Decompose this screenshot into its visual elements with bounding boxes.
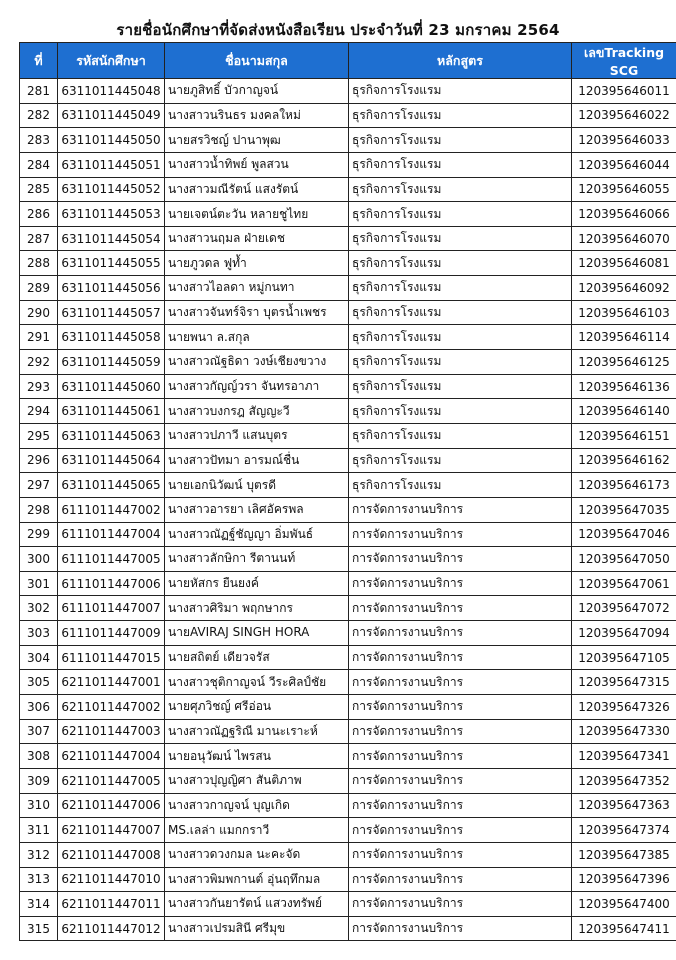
course: การจัดการงานบริการ	[349, 867, 572, 892]
row-number: 291	[20, 325, 58, 350]
tracking-number: 120395647411	[572, 916, 676, 941]
student-id: 6111011447007	[58, 596, 165, 621]
course: การจัดการงานบริการ	[349, 719, 572, 744]
student-id: 6311011445050	[58, 128, 165, 153]
tracking-number: 120395647326	[572, 695, 676, 720]
student-shipping-table	[19, 42, 676, 941]
tracking-number: 120395646011	[572, 79, 676, 104]
full-name: นางสาวมณีรัตน์ แสงรัตน์	[165, 177, 349, 202]
tracking-number: 120395646022	[572, 103, 676, 128]
student-id: 6211011447008	[58, 842, 165, 867]
full-name: นางสาวดวงกมล นะคะจัด	[165, 842, 349, 867]
course: ธุรกิจการโรงแรม	[349, 399, 572, 424]
student-id: 6311011445060	[58, 374, 165, 399]
student-id: 6111011447004	[58, 522, 165, 547]
tracking-number: 120395646136	[572, 374, 676, 399]
tracking-number: 120395646114	[572, 325, 676, 350]
full-name: นายภูวดล ฟูท้ำ	[165, 251, 349, 276]
student-id: 6211011447004	[58, 744, 165, 769]
course: ธุรกิจการโรงแรม	[349, 448, 572, 473]
row-number: 313	[20, 867, 58, 892]
course: การจัดการงานบริการ	[349, 818, 572, 843]
table-row	[20, 842, 676, 867]
student-id: 6311011445056	[58, 276, 165, 301]
student-id: 6311011445053	[58, 202, 165, 227]
student-id: 6311011445061	[58, 399, 165, 424]
student-id: 6311011445065	[58, 473, 165, 498]
header-full-name: ชื่อนามสกุล	[165, 43, 349, 79]
tracking-number: 120395646162	[572, 448, 676, 473]
tracking-number: 120395647330	[572, 719, 676, 744]
course: การจัดการงานบริการ	[349, 645, 572, 670]
full-name: นายAVIRAJ SINGH HORA	[165, 621, 349, 646]
course: การจัดการงานบริการ	[349, 695, 572, 720]
tracking-number: 120395646033	[572, 128, 676, 153]
student-id: 6311011445051	[58, 152, 165, 177]
student-id: 6111011447009	[58, 621, 165, 646]
table-row	[20, 621, 676, 646]
tracking-number: 120395646125	[572, 350, 676, 375]
table-row	[20, 719, 676, 744]
course: ธุรกิจการโรงแรม	[349, 251, 572, 276]
table-row	[20, 103, 676, 128]
full-name: นางสาวกัญญ์วรา จันทรอาภา	[165, 374, 349, 399]
student-id: 6111011447006	[58, 571, 165, 596]
row-number: 304	[20, 645, 58, 670]
full-name: นายเอกนิวัฒน์ บุตรดี	[165, 473, 349, 498]
full-name: นางสาวปภาวี แสนบุตร	[165, 423, 349, 448]
student-id: 6311011445059	[58, 350, 165, 375]
student-id: 6311011445049	[58, 103, 165, 128]
tracking-number: 120395646070	[572, 226, 676, 251]
full-name: นายสถิตย์ เดียวจรัส	[165, 645, 349, 670]
tracking-number: 120395647046	[572, 522, 676, 547]
student-id: 6311011445055	[58, 251, 165, 276]
tracking-number: 120395647105	[572, 645, 676, 670]
full-name: นางสาวปัทมา อารมณ์ชื่น	[165, 448, 349, 473]
row-number: 298	[20, 497, 58, 522]
table-row	[20, 744, 676, 769]
course: ธุรกิจการโรงแรม	[349, 226, 572, 251]
course: การจัดการงานบริการ	[349, 522, 572, 547]
course: ธุรกิจการโรงแรม	[349, 128, 572, 153]
course: การจัดการงานบริการ	[349, 547, 572, 572]
row-number: 288	[20, 251, 58, 276]
tracking-number: 120395647315	[572, 670, 676, 695]
student-id: 6311011445058	[58, 325, 165, 350]
row-number: 310	[20, 793, 58, 818]
full-name: นางสาวนฤมล ฝ่ายเดช	[165, 226, 349, 251]
course: การจัดการงานบริการ	[349, 768, 572, 793]
course: การจัดการงานบริการ	[349, 744, 572, 769]
table-row	[20, 596, 676, 621]
course: การจัดการงานบริการ	[349, 916, 572, 941]
table-row	[20, 818, 676, 843]
table-row	[20, 670, 676, 695]
table-row	[20, 497, 676, 522]
row-number: 293	[20, 374, 58, 399]
full-name: นางสาวปุญญิศา สันติภาพ	[165, 768, 349, 793]
course: ธุรกิจการโรงแรม	[349, 103, 572, 128]
tracking-number: 120395646140	[572, 399, 676, 424]
row-number: 289	[20, 276, 58, 301]
header-student-id: รหัสนักศึกษา	[58, 43, 165, 79]
course: ธุรกิจการโรงแรม	[349, 325, 572, 350]
table-row	[20, 276, 676, 301]
course: ธุรกิจการโรงแรม	[349, 350, 572, 375]
student-id: 6211011447002	[58, 695, 165, 720]
full-name: นายเจตน์ตะวัน หลายชูไทย	[165, 202, 349, 227]
student-id: 6311011445063	[58, 423, 165, 448]
full-name: นายศุภวิชญ์ ศรีอ่อน	[165, 695, 349, 720]
table-row	[20, 547, 676, 572]
course: ธุรกิจการโรงแรม	[349, 300, 572, 325]
row-number: 309	[20, 768, 58, 793]
course: ธุรกิจการโรงแรม	[349, 177, 572, 202]
full-name: นางสาวชุติกาญจน์ วีระศิลป์ชัย	[165, 670, 349, 695]
tracking-number: 120395646092	[572, 276, 676, 301]
course: ธุรกิจการโรงแรม	[349, 152, 572, 177]
course: การจัดการงานบริการ	[349, 621, 572, 646]
course: ธุรกิจการโรงแรม	[349, 79, 572, 104]
full-name: นางสาวไอลดา หมู่กนทา	[165, 276, 349, 301]
tracking-number: 120395646066	[572, 202, 676, 227]
student-id: 6211011447007	[58, 818, 165, 843]
table-row	[20, 793, 676, 818]
row-number: 283	[20, 128, 58, 153]
row-number: 292	[20, 350, 58, 375]
row-number: 307	[20, 719, 58, 744]
student-id: 6311011445052	[58, 177, 165, 202]
table-row	[20, 300, 676, 325]
row-number: 302	[20, 596, 58, 621]
table-row	[20, 325, 676, 350]
tracking-number: 120395647385	[572, 842, 676, 867]
table-row	[20, 251, 676, 276]
tracking-number: 120395647035	[572, 497, 676, 522]
student-id: 6311011445054	[58, 226, 165, 251]
student-id: 6211011447003	[58, 719, 165, 744]
student-id: 6211011447010	[58, 867, 165, 892]
row-number: 312	[20, 842, 58, 867]
course: ธุรกิจการโรงแรม	[349, 473, 572, 498]
table-row	[20, 892, 676, 917]
row-number: 301	[20, 571, 58, 596]
table-row	[20, 177, 676, 202]
full-name: นายอนุวัฒน์ ไพรสน	[165, 744, 349, 769]
full-name: นางสาวกันยารัตน์ แสวงทรัพย์	[165, 892, 349, 917]
table-row	[20, 916, 676, 941]
tracking-number: 120395646055	[572, 177, 676, 202]
row-number: 306	[20, 695, 58, 720]
row-number: 308	[20, 744, 58, 769]
header-tracking: เลขTracking SCG	[572, 43, 676, 79]
table-row	[20, 571, 676, 596]
student-id: 6311011445064	[58, 448, 165, 473]
student-id: 6211011447012	[58, 916, 165, 941]
full-name: นางสาวเปรมสินี ศรีมุข	[165, 916, 349, 941]
student-id: 6211011447006	[58, 793, 165, 818]
table-row	[20, 350, 676, 375]
tracking-number: 120395647072	[572, 596, 676, 621]
full-name: MS.เลล่า แมกกราวี	[165, 818, 349, 843]
table-row	[20, 152, 676, 177]
row-number: 281	[20, 79, 58, 104]
table-row	[20, 374, 676, 399]
row-number: 314	[20, 892, 58, 917]
tracking-number: 120395647050	[572, 547, 676, 572]
tracking-number: 120395647374	[572, 818, 676, 843]
tracking-number: 120395647352	[572, 768, 676, 793]
student-id: 6211011447011	[58, 892, 165, 917]
full-name: นางสาวศิริมา พฤกษากร	[165, 596, 349, 621]
full-name: นางสาวจันทร์จิรา บุตรน้ำเพชร	[165, 300, 349, 325]
student-id: 6111011447015	[58, 645, 165, 670]
course: การจัดการงานบริการ	[349, 793, 572, 818]
row-number: 315	[20, 916, 58, 941]
student-id: 6111011447005	[58, 547, 165, 572]
full-name: นายหัสกร ยืนยงค์	[165, 571, 349, 596]
row-number: 290	[20, 300, 58, 325]
student-id: 6111011447002	[58, 497, 165, 522]
tracking-number: 120395646044	[572, 152, 676, 177]
table-row	[20, 768, 676, 793]
row-number: 294	[20, 399, 58, 424]
full-name: นางสาวณัฏฐ์ชัญญา อิ่มพันธ์	[165, 522, 349, 547]
document-title: รายชื่อนักศึกษาที่จัดส่งหนังสือเรียน ประจำวันที่ 23 มกราคม 2564	[116, 21, 560, 39]
tracking-number: 120395647341	[572, 744, 676, 769]
table-row	[20, 128, 676, 153]
row-number: 311	[20, 818, 58, 843]
tracking-number: 120395647061	[572, 571, 676, 596]
table-row	[20, 695, 676, 720]
student-id: 6211011447005	[58, 768, 165, 793]
row-number: 287	[20, 226, 58, 251]
row-number: 297	[20, 473, 58, 498]
course: การจัดการงานบริการ	[349, 571, 572, 596]
course: ธุรกิจการโรงแรม	[349, 202, 572, 227]
course: การจัดการงานบริการ	[349, 596, 572, 621]
row-number: 303	[20, 621, 58, 646]
student-id: 6311011445057	[58, 300, 165, 325]
course: ธุรกิจการโรงแรม	[349, 276, 572, 301]
full-name: นางสาวกาญจน์ บุญเกิด	[165, 793, 349, 818]
course: การจัดการงานบริการ	[349, 497, 572, 522]
table-row	[20, 473, 676, 498]
student-id: 6311011445048	[58, 79, 165, 104]
tracking-number: 120395647363	[572, 793, 676, 818]
full-name: นางสาวอารยา เลิศอัครพล	[165, 497, 349, 522]
table-row	[20, 645, 676, 670]
course: การจัดการงานบริการ	[349, 842, 572, 867]
tracking-number: 120395647400	[572, 892, 676, 917]
row-number: 285	[20, 177, 58, 202]
tracking-number: 120395647094	[572, 621, 676, 646]
full-name: นางสาวบงกรฎ สัญญะวี	[165, 399, 349, 424]
row-number: 305	[20, 670, 58, 695]
tracking-number: 120395646151	[572, 423, 676, 448]
table-row	[20, 226, 676, 251]
tracking-number: 120395647396	[572, 867, 676, 892]
row-number: 300	[20, 547, 58, 572]
full-name: นายภูสิทธิ์ บัวกาญจน์	[165, 79, 349, 104]
full-name: นางสาวณัฏฐริณี มานะเราะห์	[165, 719, 349, 744]
row-number: 284	[20, 152, 58, 177]
table-row	[20, 522, 676, 547]
tracking-number: 120395646081	[572, 251, 676, 276]
course: การจัดการงานบริการ	[349, 892, 572, 917]
full-name: นางสาวลักษิกา รีตานนท์	[165, 547, 349, 572]
full-name: นางสาวณัฐธิดา วงษ์เชียงขวาง	[165, 350, 349, 375]
student-id: 6211011447001	[58, 670, 165, 695]
table-header-row	[20, 43, 676, 79]
row-number: 282	[20, 103, 58, 128]
row-number: 286	[20, 202, 58, 227]
table-row	[20, 867, 676, 892]
table-row	[20, 79, 676, 104]
course: ธุรกิจการโรงแรม	[349, 423, 572, 448]
course: การจัดการงานบริการ	[349, 670, 572, 695]
full-name: นายพนา ล.สกุล	[165, 325, 349, 350]
row-number: 295	[20, 423, 58, 448]
header-number: ที่	[20, 43, 58, 79]
table-row	[20, 448, 676, 473]
table-row	[20, 399, 676, 424]
table-row	[20, 423, 676, 448]
full-name: นางสาวน้ำทิพย์ พูลสวน	[165, 152, 349, 177]
full-name: นายสรวิชญ์ ปานาพุฒ	[165, 128, 349, 153]
full-name: นางสาวพิมพกานต์ อุ่นฤทึกมล	[165, 867, 349, 892]
tracking-number: 120395646173	[572, 473, 676, 498]
table-row	[20, 202, 676, 227]
tracking-number: 120395646103	[572, 300, 676, 325]
full-name: นางสาวนรินธร มงคลใหม่	[165, 103, 349, 128]
row-number: 299	[20, 522, 58, 547]
header-course: หลักสูตร	[349, 43, 572, 79]
row-number: 296	[20, 448, 58, 473]
course: ธุรกิจการโรงแรม	[349, 374, 572, 399]
